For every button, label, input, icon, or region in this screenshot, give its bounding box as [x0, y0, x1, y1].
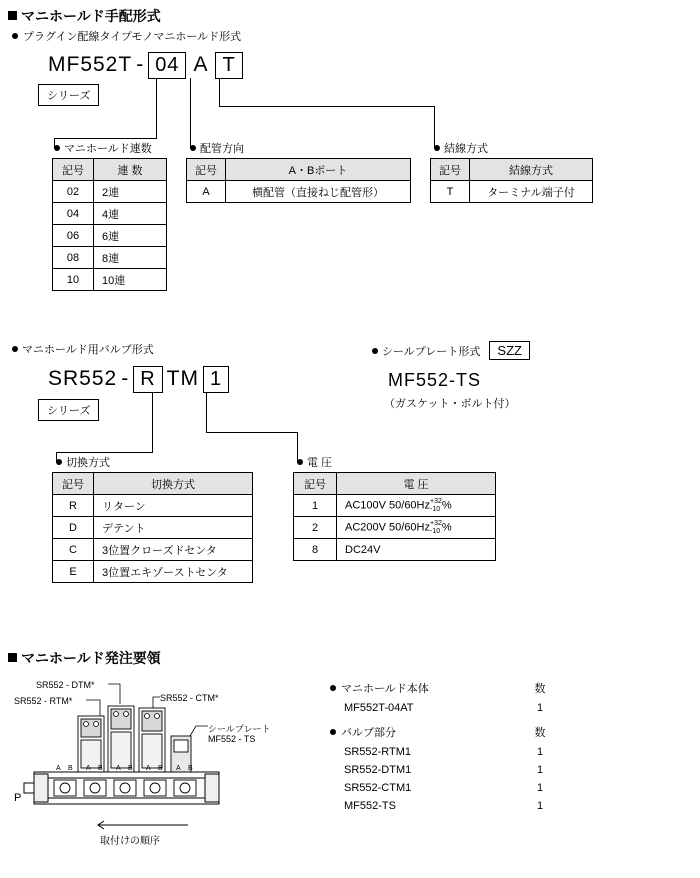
- label-wiring-method: 結線方式: [434, 140, 488, 156]
- subsection-plugin-wiring-type: プラグイン配線タイプモノマニホールド形式: [12, 28, 241, 44]
- table-row: 1 AC100V 50/60Hz+32 -10 %: [294, 495, 496, 517]
- dot-bullet-icon: [372, 348, 378, 354]
- table-header-row: 記号 電 圧: [294, 473, 496, 495]
- table-row: D デテント: [53, 517, 253, 539]
- valve-code-tm: TM: [166, 367, 199, 390]
- order-group1-title: マニホールド本体: [330, 680, 429, 696]
- order-row: [330, 746, 560, 758]
- svg-text:B: B: [188, 765, 193, 772]
- svg-text:A: A: [56, 765, 61, 772]
- table-row: 10 10連: [53, 269, 167, 291]
- model-code-series: MF552T: [48, 53, 133, 76]
- order-row: [330, 702, 560, 714]
- valve-code-switch: R: [133, 366, 162, 393]
- leader-line-piping-v2: [190, 106, 191, 138]
- table-row: 06 6連: [53, 225, 167, 247]
- order-item-qty: 1: [536, 702, 544, 714]
- model-code-piping: A: [193, 53, 209, 76]
- model-code-dash: -: [136, 53, 145, 76]
- label-manifold-count: マニホールド連数: [54, 140, 152, 156]
- voltage-value: AC200V 50/60Hz+32 -10 %: [337, 517, 496, 539]
- table-row: E 3位置エキゾーストセンタ: [53, 561, 253, 583]
- label-switch-method: 切換方式: [56, 454, 110, 470]
- order-item-name: SR552-DTM1: [344, 764, 412, 776]
- valve-code-series: SR552: [48, 367, 118, 390]
- order-group2-title: バルブ部分: [330, 724, 396, 740]
- table-header-row: 記号 A・Bポート: [187, 159, 411, 181]
- dot-bullet-icon: [434, 145, 440, 151]
- order-item-qty: 1: [536, 800, 544, 812]
- drawing-label-p-port: P: [14, 792, 22, 804]
- table-switch-method: [52, 472, 253, 583]
- table-row: 8 DC24V: [294, 539, 496, 561]
- drawing-label-ctm: SR552 - CTM*: [160, 693, 219, 703]
- leader-line-voltage-v: [206, 392, 207, 432]
- model-code-manifold: [48, 52, 243, 79]
- dot-bullet-icon: [54, 145, 60, 151]
- label-voltage: 電 圧: [297, 454, 332, 470]
- tolerance: +32 -10: [430, 520, 442, 535]
- leader-line-voltage-h: [206, 432, 298, 433]
- series-note-2: シリーズ: [38, 399, 99, 421]
- valve-code-voltage: 1: [203, 366, 229, 393]
- leader-line-count-v: [156, 78, 157, 138]
- leader-line-count-h: [54, 138, 157, 139]
- section-title-manifold-ordering: マニホールド発注要領: [8, 648, 161, 668]
- leader-line-wiring-h: [219, 106, 435, 107]
- table-row: 02 2連: [53, 181, 167, 203]
- order-group1-header: [330, 680, 560, 696]
- label-valve-model: マニホールド用バルブ形式: [12, 341, 154, 357]
- square-bullet-icon: [8, 11, 17, 20]
- leader-line-switch-h: [56, 452, 153, 453]
- table-row: A 横配管（直接ねじ配管形）: [187, 181, 411, 203]
- tolerance: +32 -10: [430, 498, 442, 513]
- table-header-row: 記号 連 数: [53, 159, 167, 181]
- table-row: 2 AC200V 50/60Hz+32 -10 %: [294, 517, 496, 539]
- table-piping-direction: [186, 158, 411, 203]
- order-item-name: MF552-TS: [344, 800, 396, 812]
- dot-bullet-icon: [330, 729, 336, 735]
- svg-text:B: B: [98, 765, 103, 772]
- order-row: [330, 764, 560, 776]
- section-title-manifold-order-format: マニホールド手配形式: [8, 6, 161, 26]
- svg-text:A: A: [86, 765, 91, 772]
- order-item-name: SR552-CTM1: [344, 782, 412, 794]
- table-row: 04 4連: [53, 203, 167, 225]
- dot-bullet-icon: [330, 685, 336, 691]
- leader-line-switch-v: [152, 392, 153, 452]
- order-item-qty: 1: [536, 764, 544, 776]
- table-manifold-count: [52, 158, 167, 291]
- voltage-value: AC100V 50/60Hz+32 -10 %: [337, 495, 496, 517]
- table-row: R リターン: [53, 495, 253, 517]
- order-row: [330, 782, 560, 794]
- valve-code-dash: -: [121, 367, 130, 390]
- leader-line-piping-v: [190, 78, 191, 106]
- table-row: T ターミナル端子付: [431, 181, 593, 203]
- order-item-name: SR552-RTM1: [344, 746, 412, 758]
- dot-bullet-icon: [56, 459, 62, 465]
- seal-model: MF552-TS: [388, 370, 482, 390]
- label-piping-direction: 配管方向: [190, 140, 244, 156]
- drawing-label-seal-plate-2: MF552 - TS: [208, 734, 256, 744]
- seal-note: （ガスケット・ボルト付）: [384, 398, 516, 410]
- series-note-1: シリーズ: [38, 84, 99, 106]
- drawing-label-rtm: SR552 - RTM*: [14, 696, 73, 706]
- table-row: C 3位置クローズドセンタ: [53, 539, 253, 561]
- table-header-row: 記号 結線方式: [431, 159, 593, 181]
- model-code-part-count: 04: [148, 52, 186, 79]
- drawing-label-dtm: SR552 - DTM*: [36, 680, 95, 690]
- drawing-label-mount-order: 取付けの順序: [100, 836, 160, 847]
- svg-text:B: B: [128, 765, 133, 772]
- leader-line-wiring-v2: [434, 106, 435, 138]
- order-group2-header: [330, 724, 560, 740]
- table-voltage: [293, 472, 496, 561]
- table-row: 08 8連: [53, 247, 167, 269]
- order-row: [330, 800, 560, 812]
- dot-bullet-icon: [12, 33, 18, 39]
- dot-bullet-icon: [190, 145, 196, 151]
- order-list: [330, 680, 560, 812]
- square-bullet-icon: [8, 653, 17, 662]
- leader-line-wiring-v: [219, 78, 220, 106]
- svg-text:A: A: [116, 765, 121, 772]
- seal-code-box: SZZ: [489, 341, 530, 360]
- dot-bullet-icon: [12, 346, 18, 352]
- drawing-label-seal-plate-1: シールプレート: [208, 724, 271, 734]
- table-header-row: 記号 切換方式: [53, 473, 253, 495]
- order-group1-qty-header: 数: [534, 683, 546, 695]
- label-seal-plate: シールプレート形式 SZZ: [372, 341, 530, 360]
- model-code-valve: [48, 366, 229, 393]
- svg-text:B: B: [158, 765, 163, 772]
- order-item-qty: 1: [536, 782, 544, 794]
- dot-bullet-icon: [297, 459, 303, 465]
- order-item-qty: 1: [536, 746, 544, 758]
- order-group2-qty-header: 数: [534, 727, 546, 739]
- svg-text:A: A: [176, 765, 181, 772]
- model-code-wiring: T: [215, 52, 242, 79]
- svg-text:B: B: [68, 765, 73, 772]
- table-wiring-method: [430, 158, 593, 203]
- svg-text:A: A: [146, 765, 151, 772]
- manifold-assembly-drawing: [8, 670, 298, 835]
- order-item-name: MF552T-04AT: [344, 702, 414, 714]
